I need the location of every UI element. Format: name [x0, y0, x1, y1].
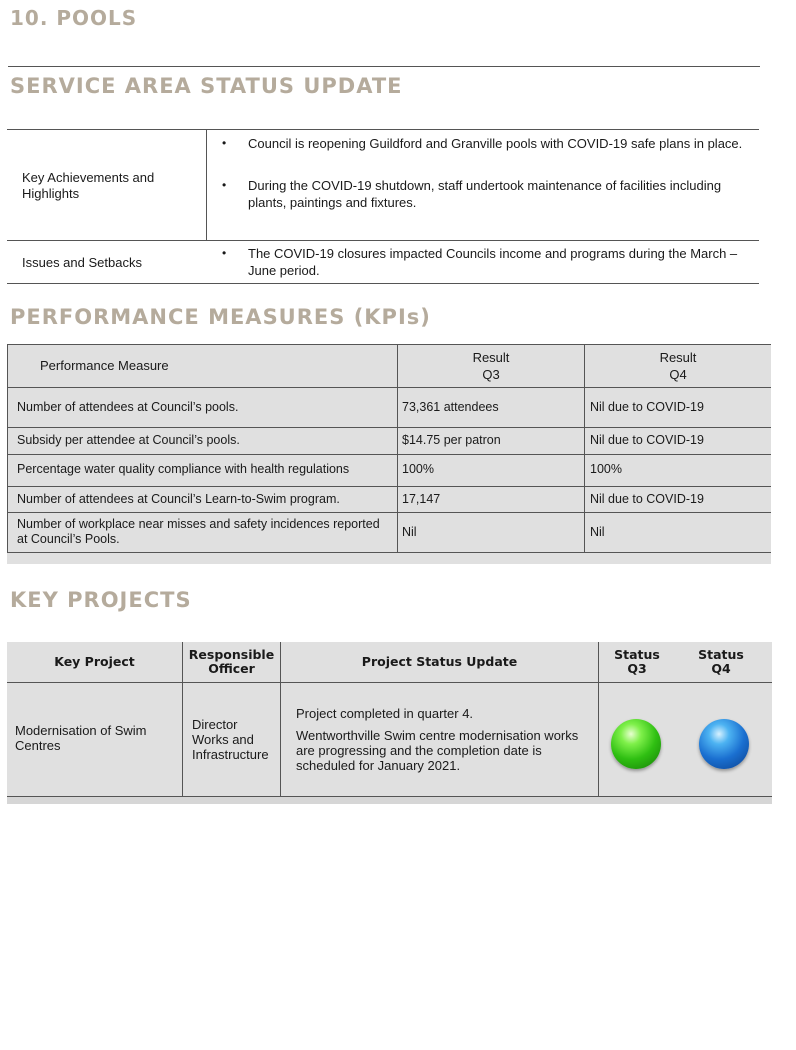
- table-rule: [7, 344, 771, 345]
- header-status-update: Project Status Update: [361, 654, 518, 669]
- header-status-q3-line1: Status: [614, 647, 660, 662]
- table-rule: [206, 129, 207, 240]
- table-rule: [598, 642, 599, 796]
- divider: [8, 66, 760, 67]
- kpi-q4-value: Nil due to COVID-19: [590, 433, 704, 447]
- table-rule: [7, 682, 772, 683]
- kpi-measure: Percentage water quality compliance with health regulations: [17, 462, 350, 476]
- row-label-issues: Issues and Setbacks: [22, 255, 142, 270]
- header-result-q3-line1: Result: [472, 350, 510, 365]
- table-rule: [7, 344, 8, 552]
- header-officer-line1: Responsible: [188, 647, 275, 662]
- status-q4-blue-indicator: [699, 719, 749, 769]
- kpi-measure: Subsidy per attendee at Council’s pools.: [17, 433, 240, 447]
- header-status-q4-line2: Q4: [711, 661, 731, 676]
- table-rule: [7, 512, 771, 513]
- bullet-glyph: •: [222, 136, 227, 150]
- table-shadow: [7, 796, 772, 804]
- project-update-progress: Wentworthville Swim centre modernisation works are progressing and the completion date is scheduled for January 2021.: [296, 728, 579, 773]
- header-officer-line2: Officer: [208, 661, 255, 676]
- table-rule: [7, 796, 772, 797]
- service-status-heading: SERVICE AREA STATUS UPDATE: [10, 74, 403, 98]
- kpi-q3-value: 17,147: [402, 492, 441, 506]
- header-measure: Performance Measure: [40, 358, 169, 373]
- header-result-q3-line2: Q3: [482, 367, 500, 382]
- table-rule: [7, 129, 759, 130]
- kpi-q3-value: 73,361 attendees: [402, 400, 499, 414]
- achievement-bullet: Council is reopening Guildford and Granville pools with COVID-19 safe plans in place.: [248, 136, 743, 151]
- kpi-q4-value: Nil due to COVID-19: [590, 492, 704, 506]
- table-rule: [7, 486, 771, 487]
- table-rule: [7, 427, 771, 428]
- kpi-q4-value: 100%: [590, 462, 622, 476]
- project-officer: Director Works and Infrastructure: [192, 717, 269, 762]
- table-rule: [7, 552, 771, 553]
- bullet-glyph: •: [222, 178, 227, 192]
- header-status-q4-line1: Status: [698, 647, 744, 662]
- bullet-glyph: •: [222, 246, 227, 260]
- achievement-bullet: During the COVID-19 shutdown, staff undertook maintenance of facilities including plants, paintings and fixtures.: [248, 178, 722, 210]
- header-result-q4-line1: Result: [659, 350, 697, 365]
- header-key-project: Key Project: [54, 654, 135, 669]
- projects-heading: KEY PROJECTS: [10, 588, 192, 612]
- header-status-q3-line2: Q3: [627, 661, 647, 676]
- kpi-q4-value: Nil due to COVID-19: [590, 400, 704, 414]
- kpi-q3-value: 100%: [402, 462, 434, 476]
- kpi-measure: Number of attendees at Council’s Learn-to-Swim program.: [17, 492, 340, 506]
- table-rule: [7, 240, 759, 241]
- project-update-completed: Project completed in quarter 4.: [296, 706, 474, 721]
- kpi-q3-value: Nil: [402, 525, 417, 539]
- header-result-q4-line2: Q4: [669, 367, 687, 382]
- table-rule: [7, 283, 759, 284]
- issue-bullet: The COVID-19 closures impacted Councils income and programs during the March – June period.: [248, 246, 738, 278]
- project-name: Modernisation of Swim Centres: [15, 723, 147, 753]
- row-label-achievements: Key Achievements and Highlights: [22, 170, 155, 201]
- kpi-measure: Number of workplace near misses and safety incidences reported at Council’s Pools.: [17, 517, 380, 546]
- section-title: 10. POOLS: [10, 6, 138, 30]
- table-rule: [7, 454, 771, 455]
- status-q3-green-indicator: [611, 719, 661, 769]
- kpi-measure: Number of attendees at Council’s pools.: [17, 400, 239, 414]
- kpi-heading: PERFORMANCE MEASURES (KPIs): [10, 305, 431, 329]
- kpi-q3-value: $14.75 per patron: [402, 433, 501, 447]
- table-rule: [7, 387, 771, 388]
- kpi-q4-value: Nil: [590, 525, 605, 539]
